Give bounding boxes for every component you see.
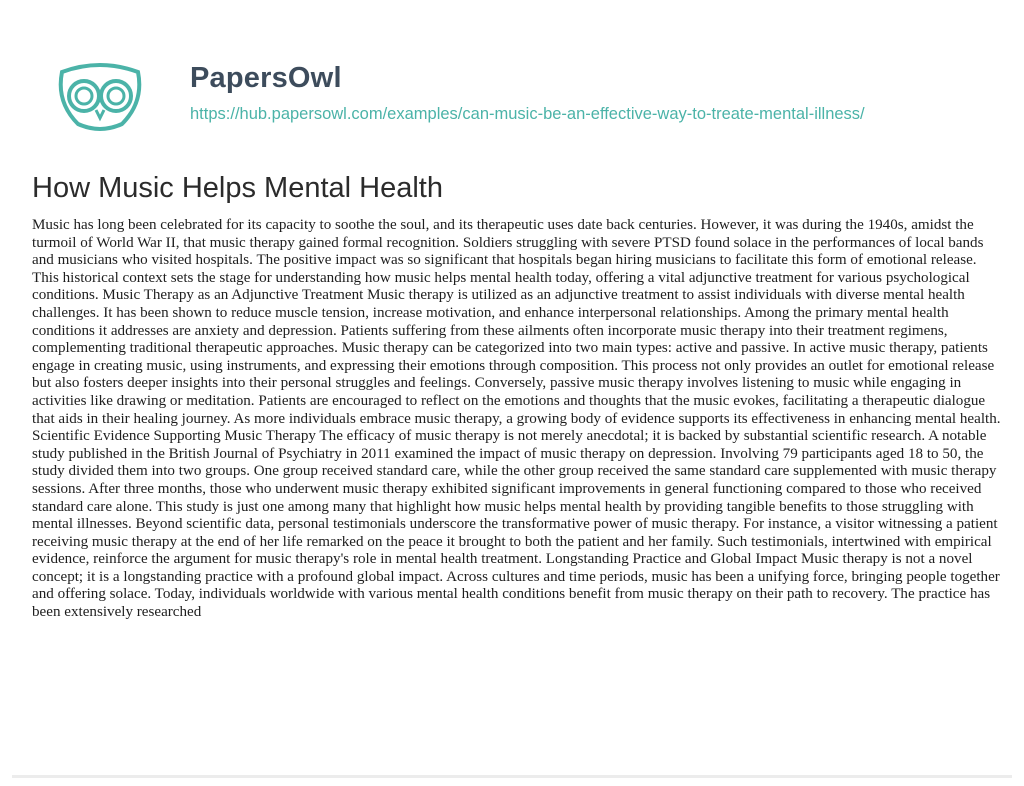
brand-name: PapersOwl	[190, 62, 342, 94]
page-title: How Music Helps Mental Health	[32, 172, 443, 204]
source-url-link[interactable]: https://hub.papersowl.com/examples/can-music-be-an-effective-way-to-treate-mental-illness/	[190, 105, 865, 123]
bottom-divider	[12, 775, 1012, 778]
owl-logo-icon	[52, 62, 148, 132]
document-page	[12, 0, 1012, 786]
brand	[190, 61, 865, 125]
header	[52, 62, 865, 132]
article-body: Music has long been celebrated for its capacity to soothe the soul, and its therapeutic uses date back centuries. However, it was during the 1940s, amidst the turmoil of World War II, that music therapy gained formal recognition. Soldiers struggling with severe PTSD found solace in the performances of local bands and musicians who visited hospitals. The positive impact was so significant that hospitals began hiring musicians to facilitate this form of emotional release. This historical context sets the stage for understanding how music helps mental health today, offering a vital adjunctive treatment for various psychological conditions. Music Therapy as an Adjunctive Treatment Music therapy is utilized as an adjunctive treatment to assist individuals with diverse mental health challenges. It has been shown to reduce muscle tension, increase motivation, and enhance interpersonal relationships. Among the primary mental health conditions it addresses are anxiety and depression. Patients suffering from these ailments often incorporate music therapy into their treatment regimens, complementing traditional therapeutic approaches. Music therapy can be categorized into two main types: active and passive. In active music therapy, patients engage in creating music, using instruments, and expressing their emotions through composition. This process not only provides an outlet for emotional release but also fosters deeper insights into their personal struggles and feelings. Conversely, passive music therapy involves listening to music while engaging in activities like drawing or meditation. Patients are encouraged to reflect on the emotions and thoughts that the music evokes, facilitating a therapeutic dialogue that aids in their healing journey. As more individuals embrace music therapy, a growing body of evidence supports its effectiveness in enhancing mental health. Scientific Evidence Supporting Music Therapy The efficacy of music therapy is not merely anecdotal; it is backed by substantial scientific research. A notable study published in the British Journal of Psychiatry in 2011 examined the impact of music therapy on depression. Involving 79 participants aged 18 to 50, the study divided them into two groups. One group received standard care, while the other group received the same standard care supplemented with music therapy sessions. After three months, those who underwent music therapy exhibited significant improvements in general functioning compared to those who received standard care alone. This study is just one among many that highlight how music helps mental health by providing tangible benefits to those struggling with mental illnesses. Beyond scientific data, personal testimonials underscore the transformative power of music therapy. For instance, a visitor witnessing a patient receiving music therapy at the end of her life remarked on the peace it brought to both the patient and her family. Such testimonials, intertwined with empirical evidence, reinforce the argument for music therapy's role in mental health treatment. Longstanding Practice and Global Impact Music therapy is not a novel concept; it is a longstanding practice with a profound global impact. Across cultures and time periods, music has been a unifying force, bringing people together and offering solace. Today, individuals worldwide with various mental health conditions benefit from music therapy on their path to recovery. The practice has been extensively researched	[32, 217, 1001, 621]
